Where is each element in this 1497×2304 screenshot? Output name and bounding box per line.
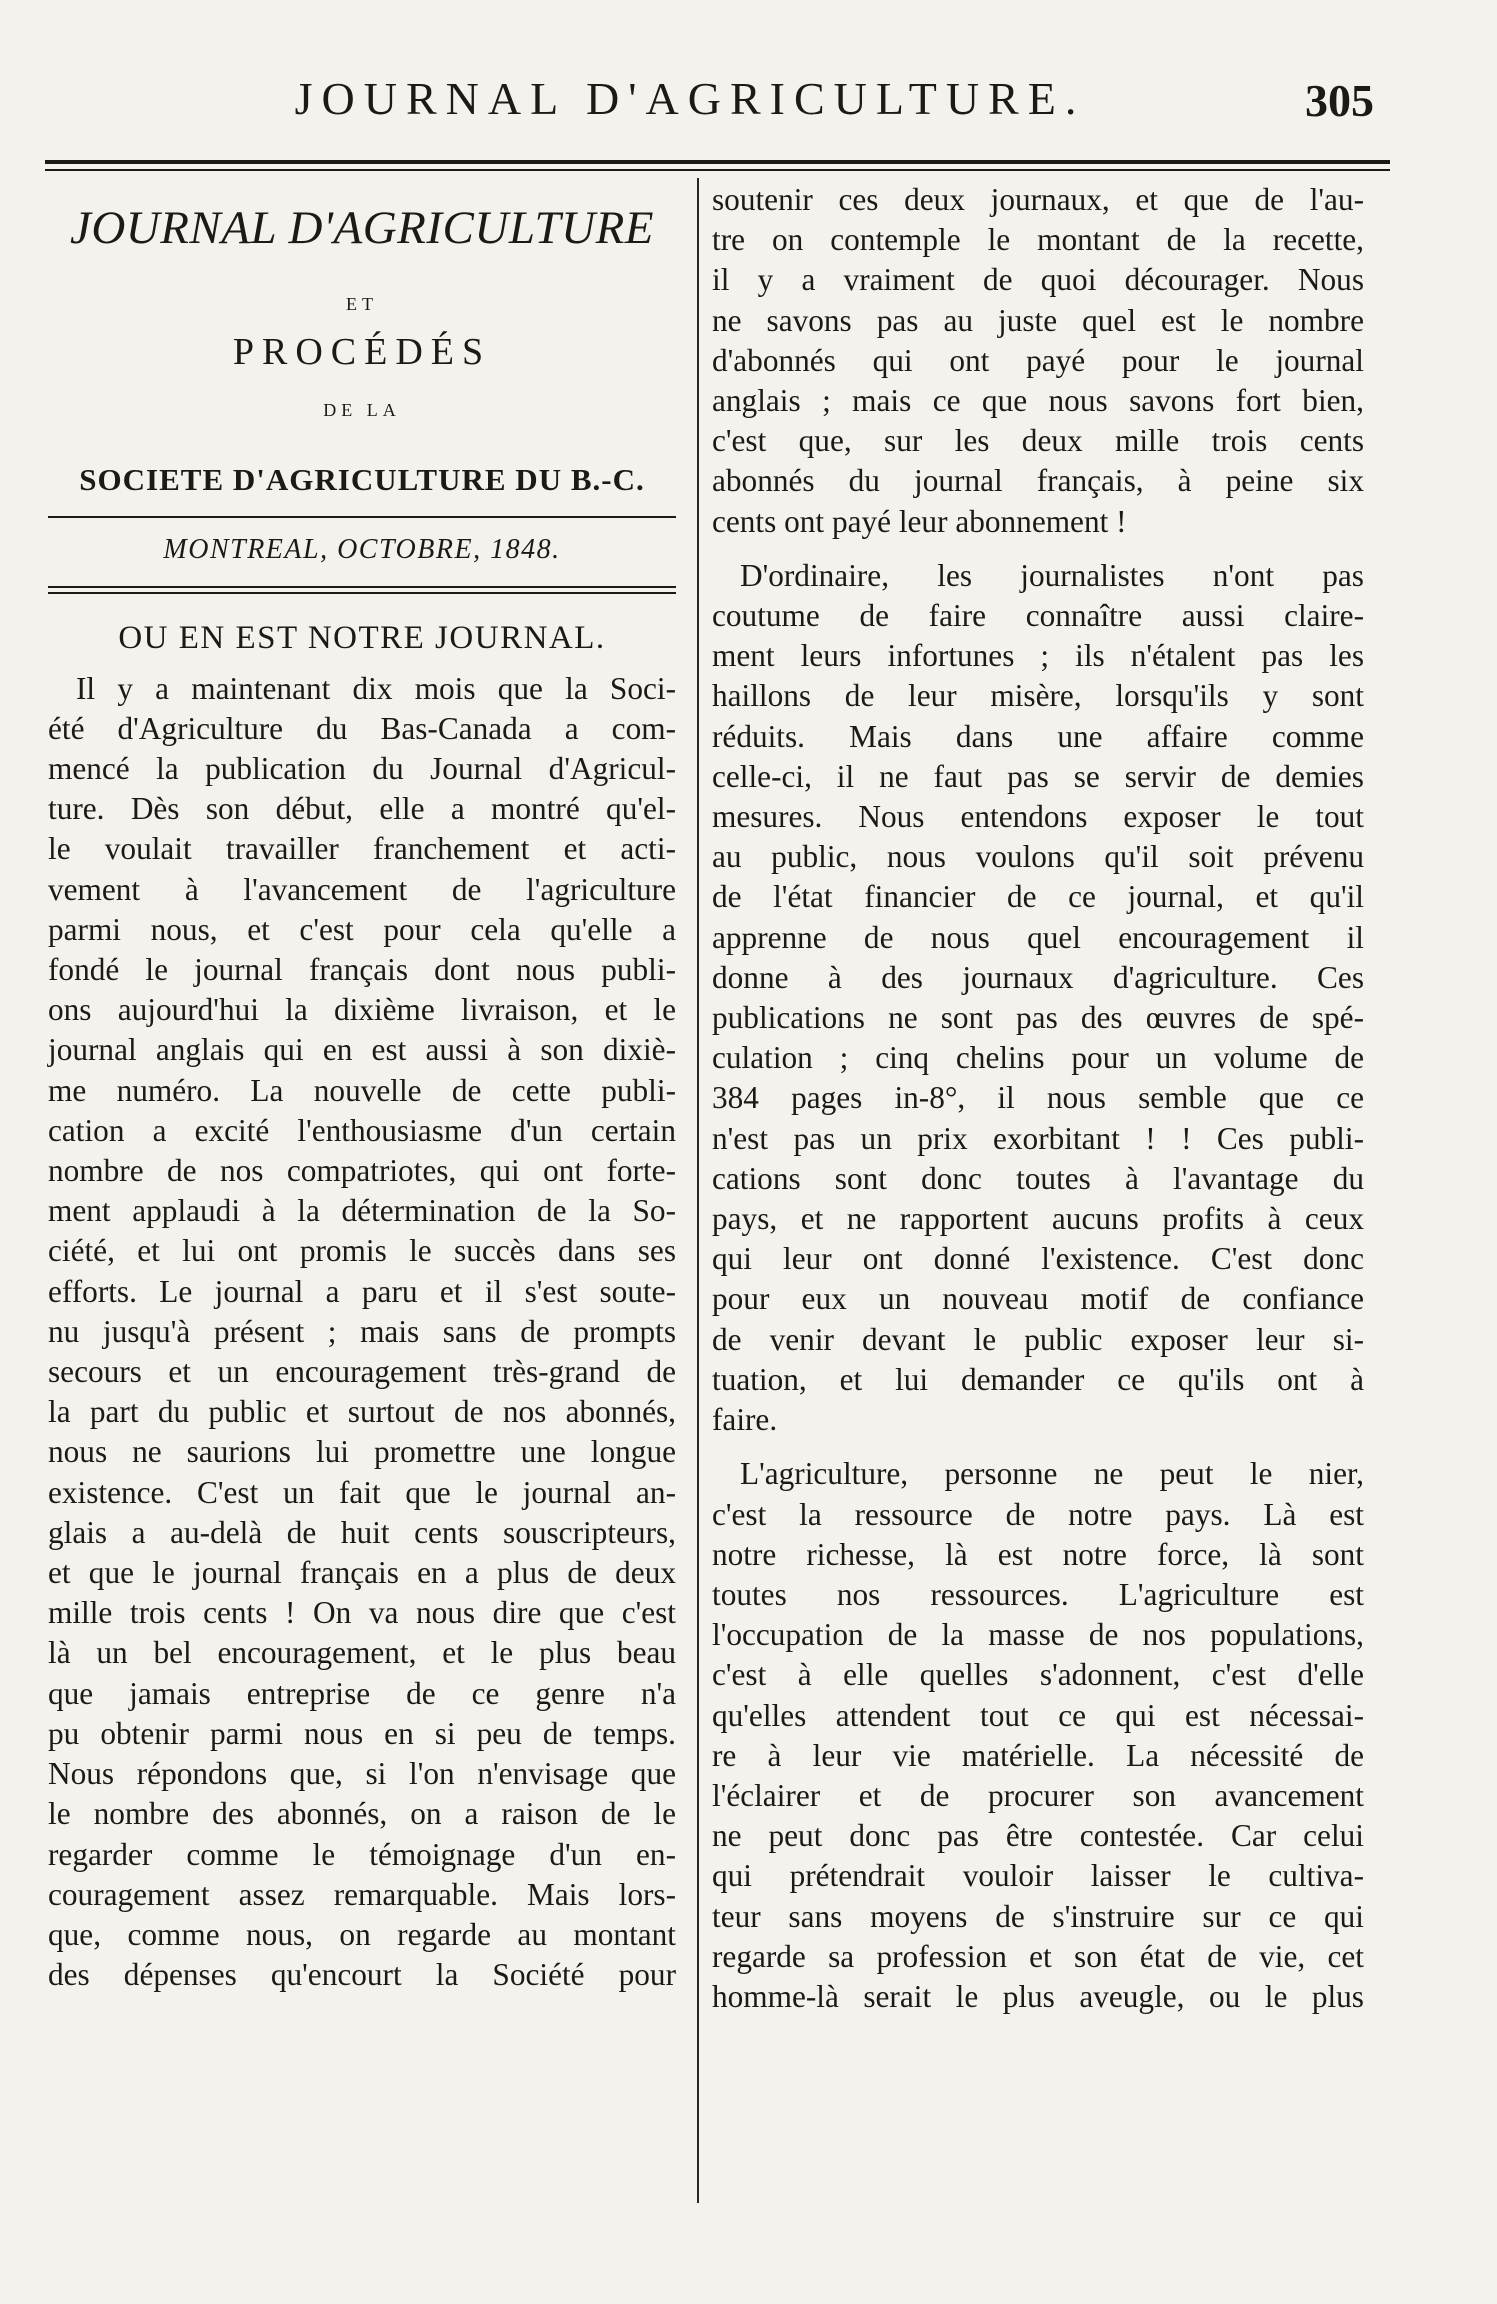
dateline: MONTREAL, OCTOBRE, 1848. [163,534,561,566]
text-line: que, comme nous, on regarde au montant [48,1916,676,1952]
text-line: qu'elles attendent tout ce qui est nécessai- [712,1697,1364,1733]
text-line: ons aujourd'hui la dixième livraison, et le [48,992,676,1028]
text-line: ne savons pas au juste quel est le nombre [712,302,1364,338]
text-line: publications ne sont pas des œuvres de spé- [712,1000,1364,1036]
text-line: apprenne de nous quel encouragement il [712,919,1364,955]
text-line: le nombre des abonnés, on a raison de le [48,1796,676,1832]
text-line: cation a excité l'enthousiasme d'un certain [48,1112,676,1148]
text-line: D'ordinaire, les journalistes n'ont pas [740,557,1364,593]
text-line: notre richesse, là est notre force, là sont [712,1536,1364,1572]
text-line: teur sans moyens de s'instruire sur ce qui [712,1898,1364,1934]
text-line: homme-là serait le plus aveugle, ou le plus [712,1978,1364,2014]
text-line: été d'Agriculture du Bas-Canada a com- [48,710,676,746]
text-line: mencé la publication du Journal d'Agricul- [48,751,676,787]
text-line: Il y a maintenant dix mois que la Soci- [76,670,676,706]
text-line: regarder comme le témoignage d'un en- [48,1836,676,1872]
text-line: me numéro. La nouvelle de cette publi- [48,1072,676,1108]
text-line: et que le journal français en a plus de deux [48,1555,676,1591]
text-line: de l'état financier de ce journal, et qu'il [712,879,1364,915]
text-line: mesures. Nous entendons exposer le tout [712,799,1364,835]
text-line: des dépenses qu'encourt la Société pour [48,1957,676,1993]
text-line: c'est la ressource de notre pays. Là est [712,1496,1364,1532]
text-line: nous ne saurions lui promettre une longue [48,1434,676,1470]
masthead-rule [48,516,676,518]
text-line: d'abonnés qui ont payé pour le journal [712,342,1364,378]
text-line: cents ont payé leur abonnement ! [712,503,1127,539]
text-line: toutes nos ressources. L'agriculture est [712,1576,1364,1612]
text-line: là un bel encouragement, et le plus beau [48,1635,676,1671]
text-line: nu jusqu'à présent ; mais sans de prompts [48,1313,676,1349]
text-line: tre on contemple le montant de la recette, [712,222,1364,258]
text-line: l'éclairer et de procurer son avancement [712,1777,1364,1813]
text-line: ment applaudi à la détermination de la So- [48,1193,676,1229]
header-rule-thin [45,169,1390,171]
column-divider [697,178,699,2203]
text-line: fondé le journal français dont nous publi- [48,952,676,988]
masthead-title: JOURNAL D'AGRICULTURE [69,202,655,254]
text-line: nombre de nos compatriotes, qui ont forte- [48,1153,676,1189]
text-line: soutenir ces deux journaux, et que de l'au- [712,182,1364,217]
text-line: secours et un encouragement très-grand de [48,1354,676,1390]
dateline-double-rule [48,586,676,588]
text-line: ne peut donc pas être contestée. Car celui [712,1818,1364,1854]
text-line: ture. Dès son début, elle a montré qu'el- [48,791,676,827]
text-line: coutume de faire connaître aussi claire- [712,598,1364,634]
text-line: 384 pages in-8°, il nous semble que ce [712,1080,1364,1116]
page-number: 305 [1305,75,1374,126]
text-line: qui leur ont donné l'existence. C'est donc [712,1241,1364,1277]
text-line: regarde sa profession et son état de vie, cet [712,1938,1364,1974]
text-line: n'est pas un prix exorbitant ! ! Ces publi- [712,1120,1364,1156]
text-line: faire. [712,1402,778,1438]
left-column [48,180,676,1995]
text-line: de venir devant le public exposer leur si- [712,1321,1364,1357]
text-line: ciété, et lui ont promis le succès dans ses [48,1233,676,1269]
text-line: tuation, et lui demander ce qu'ils ont à [712,1361,1364,1397]
text-line: haillons de leur misère, lorsqu'ils y sont [712,678,1364,714]
text-line: l'occupation de la masse de nos populations, [712,1617,1364,1653]
masthead-et: ET [346,294,378,314]
text-line: pays, et ne rapportent aucuns profits à ceux [712,1201,1364,1237]
text-line: c'est à elle quelles s'adonnent, c'est d'elle [712,1657,1364,1693]
text-line: L'agriculture, personne ne peut le nier, [740,1456,1364,1492]
text-line: ment leurs infortunes ; ils n'étalent pas les [712,638,1364,674]
header-rule-thick [45,160,1390,164]
text-line: pour eux un nouveau motif de confiance [712,1281,1364,1317]
text-line: anglais ; mais ce que nous savons fort bien, [712,383,1364,419]
text-line: mille trois cents ! On va nous dire que c'est [48,1595,676,1631]
text-line: la part du public et surtout de nos abonnés, [48,1394,676,1430]
text-line: pu obtenir parmi nous en si peu de temps. [48,1715,676,1751]
text-line: que jamais entreprise de ce genre n'a [48,1675,676,1711]
running-head: JOURNAL D'AGRICULTURE. [294,73,1086,124]
text-line: donne à des journaux d'agriculture. Ces [712,959,1364,995]
text-line: existence. C'est un fait que le journal an- [48,1474,676,1510]
masthead-societe: SOCIETE D'AGRICULTURE DU B.-C. [79,462,645,498]
text-line: couragement assez remarquable. Mais lors- [48,1876,676,1912]
text-line: efforts. Le journal a paru et il s'est soute- [48,1273,676,1309]
article-paragraph-1-cont [712,180,1364,542]
text-line: celle-ci, il ne faut pas se servir de demies [712,758,1364,794]
text-line: réduits. Mais dans une affaire comme [712,718,1364,754]
article-heading: OU EN EST NOTRE JOURNAL. [118,620,606,657]
article-left-text [48,669,676,1996]
text-line: le voulait travailler franchement et acti- [48,831,676,867]
text-line: culation ; cinq chelins pour un volume de [712,1040,1364,1076]
text-line: c'est que, sur les deux mille trois cents [712,423,1364,459]
text-line: il y a vraiment de quoi décourager. Nous [712,262,1364,298]
text-line: journal anglais qui en est aussi à son dixiè- [48,1032,676,1068]
text-line: au public, nous voulons qu'il soit prévenu [712,839,1364,875]
text-line: cations sont donc toutes à l'avantage du [712,1160,1364,1196]
masthead-procedes: PROCÉDÉS [232,331,492,374]
text-line: vement à l'avancement de l'agriculture [48,871,676,907]
right-column [712,180,1364,2017]
text-line: glais a au-delà de huit cents souscripteurs, [48,1514,676,1550]
article-paragraph-3 [712,1454,1364,2017]
masthead-de-la: DE LA [323,400,401,421]
article-paragraph-2 [712,556,1364,1440]
text-line: Nous répondons que, si l'on n'envisage que [48,1756,676,1792]
text-line: re à leur vie matérielle. La nécessité de [712,1737,1364,1773]
text-line: abonnés du journal français, à peine six [712,463,1364,499]
text-line: parmi nous, et c'est pour cela qu'elle a [48,911,676,947]
text-line: qui prétendrait vouloir laisser le cultiva- [712,1858,1364,1894]
